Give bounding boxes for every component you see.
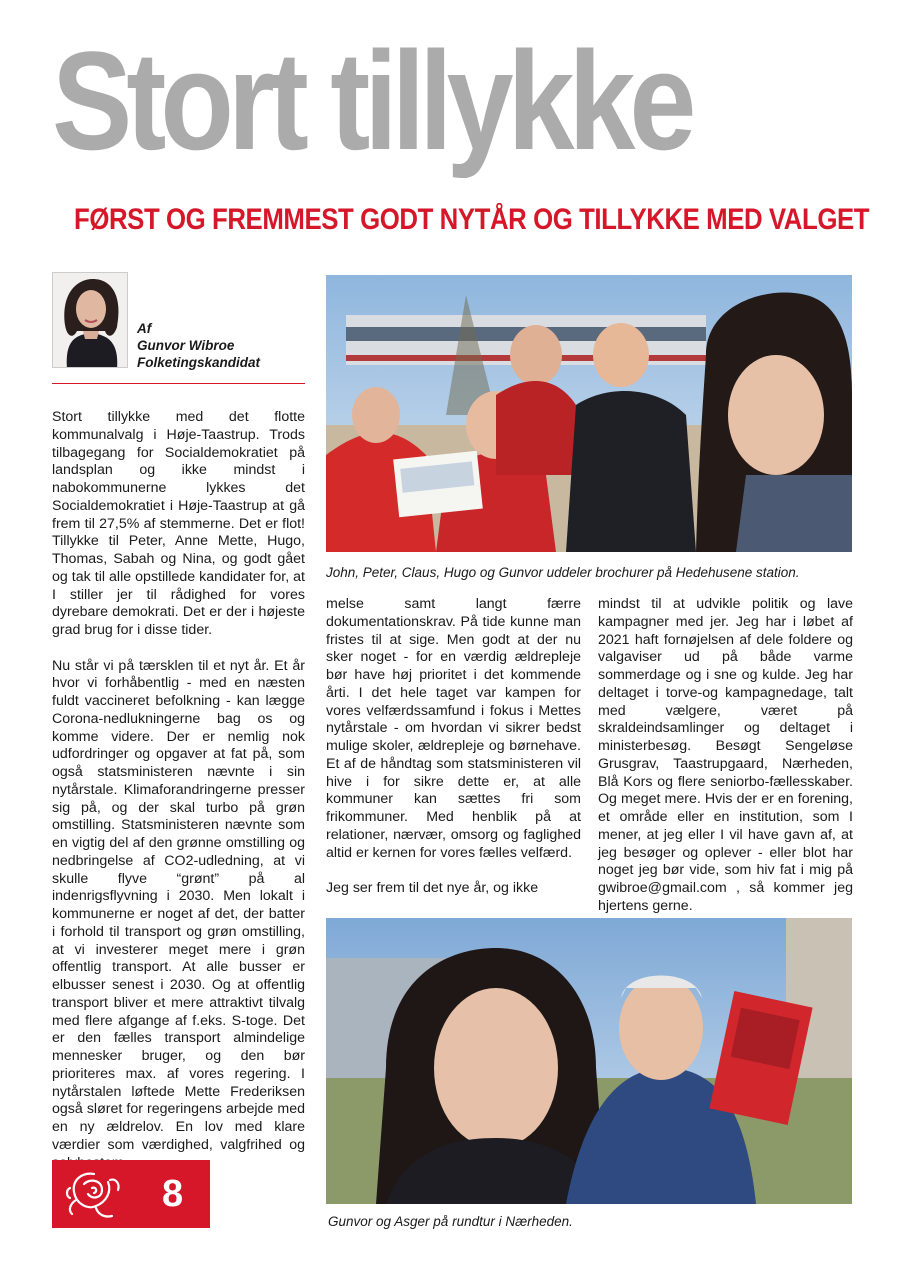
- author-name: Gunvor Wibroe: [137, 338, 235, 353]
- article-paragraph: Stort tillykke med det flotte kommunalvalg i Høje-Taastrup. Trods tilbagegang for Socialdemokratiet på landsplan og ikke mindst i nabokommunerne lykkes det Socialdemokratiet i Høje-Taastrup at gå frem til 27,5% af stemmerne. Det er flot! Tillykke til Peter, Anne Mette, Hugo, Thomas, Sabah og Nina, og godt gået og tak til alle opstillede kandidater for, at I stiller jer til rådighed for vores dyrebare demokrati. Det er der i højeste grad brug for i disse tider.: [52, 409, 305, 638]
- photo-caption-bottom: Gunvor og Asger på rundtur i Nærheden.: [328, 1214, 573, 1229]
- photo-campaign-station: [326, 275, 852, 552]
- page-subheadline: FØRST OG FREMMEST GODT NYTÅR OG TILLYKKE MED VALGET: [74, 203, 870, 236]
- photo-neighborhood-tour: [326, 918, 852, 1204]
- author-role: Folketingskandidat: [137, 355, 261, 370]
- article-column-1: [52, 409, 305, 1172]
- article-paragraph: Nu står vi på tærsklen til et nyt år. Et år hvor vi forhåbentlig - med en næsten fuldt vaccineret befolkning - kan lægge Corona-nedlukningerne bag os og komme videre. Der er nemlig nok udfordringer og opgaver at fat på, som også statsministeren nævnte i sin nytårstale. Klimaforandringerne presser sig på, og der skal turbo på grøn omstilling. Statsministeren nævnte som en vigtig del af den grønne omstilling og nedbringelse af CO2-udledning, at vi skulle flyve “grønt” på al indenrigsflyvning i 2030. Men lokalt i kommunerne er noget af det, der batter i forhold til transport og grøn omstilling, at vi investerer meget mere i grøn offentlig transport. At alle busser er elbusser senest i 2030. Og at offentlig transport bliver et mere attraktivt tilvalg med flere afgange af f.eks. S-toge. Det er den fælles transport almindelige mennesker bruger, og den bør prioriteres max. af vores regering. I nytårstalen løftede Mette Frederiksen også sløret for regeringens arbejde med en ny ældrelov. En lov med klare værdier som værdighed, valgfrihed og: [52, 657, 305, 1153]
- rose-icon: [62, 1166, 126, 1227]
- page-footer-box: [52, 1160, 210, 1228]
- article-paragraph: melse samt langt færre dokumentationskrav. På tide kunne man fristes til at sige. Men godt at der nu sker noget - for en værdig ældrepleje bør have høj prioritet i det kommende årti. I det hele taget var kampen for vores velfærdssamfund i fokus i Mettes nytårstale - om hvordan vi sikrer bedst mulige skoler, ældrepleje og børnehave. Et af de håndtag som statsministeren vil hive i for sikre dette er, at alle kommuner kan sættes fri som frikommuner. Med henblik på at relationer, nærvær, omsorg og faglighed altid er kernen for vores fælles velfærd.: [326, 596, 581, 861]
- article-column-2: [326, 596, 581, 898]
- article-paragraph: mindst til at udvikle politik og lave kampagner med jer. Jeg har i løbet af 2021 haft fornøjelsen af dele foldere og valgaviser ud på både varme sommerdage og i sne og kulde. Jeg har deltaget i torve-og kampagnedage, talt med vælgere, været på skraldeindsamlinger og deltaget i ministerbesøg. Besøgt Sengeløse Grusgrav, Taastrupgaard, Nærheden, Blå Kors og flere seniorbo-fællesskaber. Og meget mere. Hvis der er en forening, et område eller en institution, som I mener, at jeg eller I vil have gavn af, at jeg besøger og oplever - eller blot har noget jeg bør vide, som hiv fat i mig på gwibroe@gmail.com , så kommer jeg hjertens gerne.: [598, 596, 853, 914]
- page-headline: Stort tillykke: [52, 22, 691, 179]
- page-number: 8: [162, 1173, 184, 1215]
- article-paragraph: Jeg ser frem til det nye år, og ikke: [326, 880, 539, 896]
- author-divider: [52, 383, 305, 384]
- article-column-3: [598, 596, 853, 916]
- photo-caption-top: John, Peter, Claus, Hugo og Gunvor uddeler brochurer på Hedehusene station.: [326, 565, 800, 580]
- author-portrait: [52, 272, 128, 368]
- author-prefix: Af: [137, 321, 152, 336]
- author-byline: [137, 320, 260, 371]
